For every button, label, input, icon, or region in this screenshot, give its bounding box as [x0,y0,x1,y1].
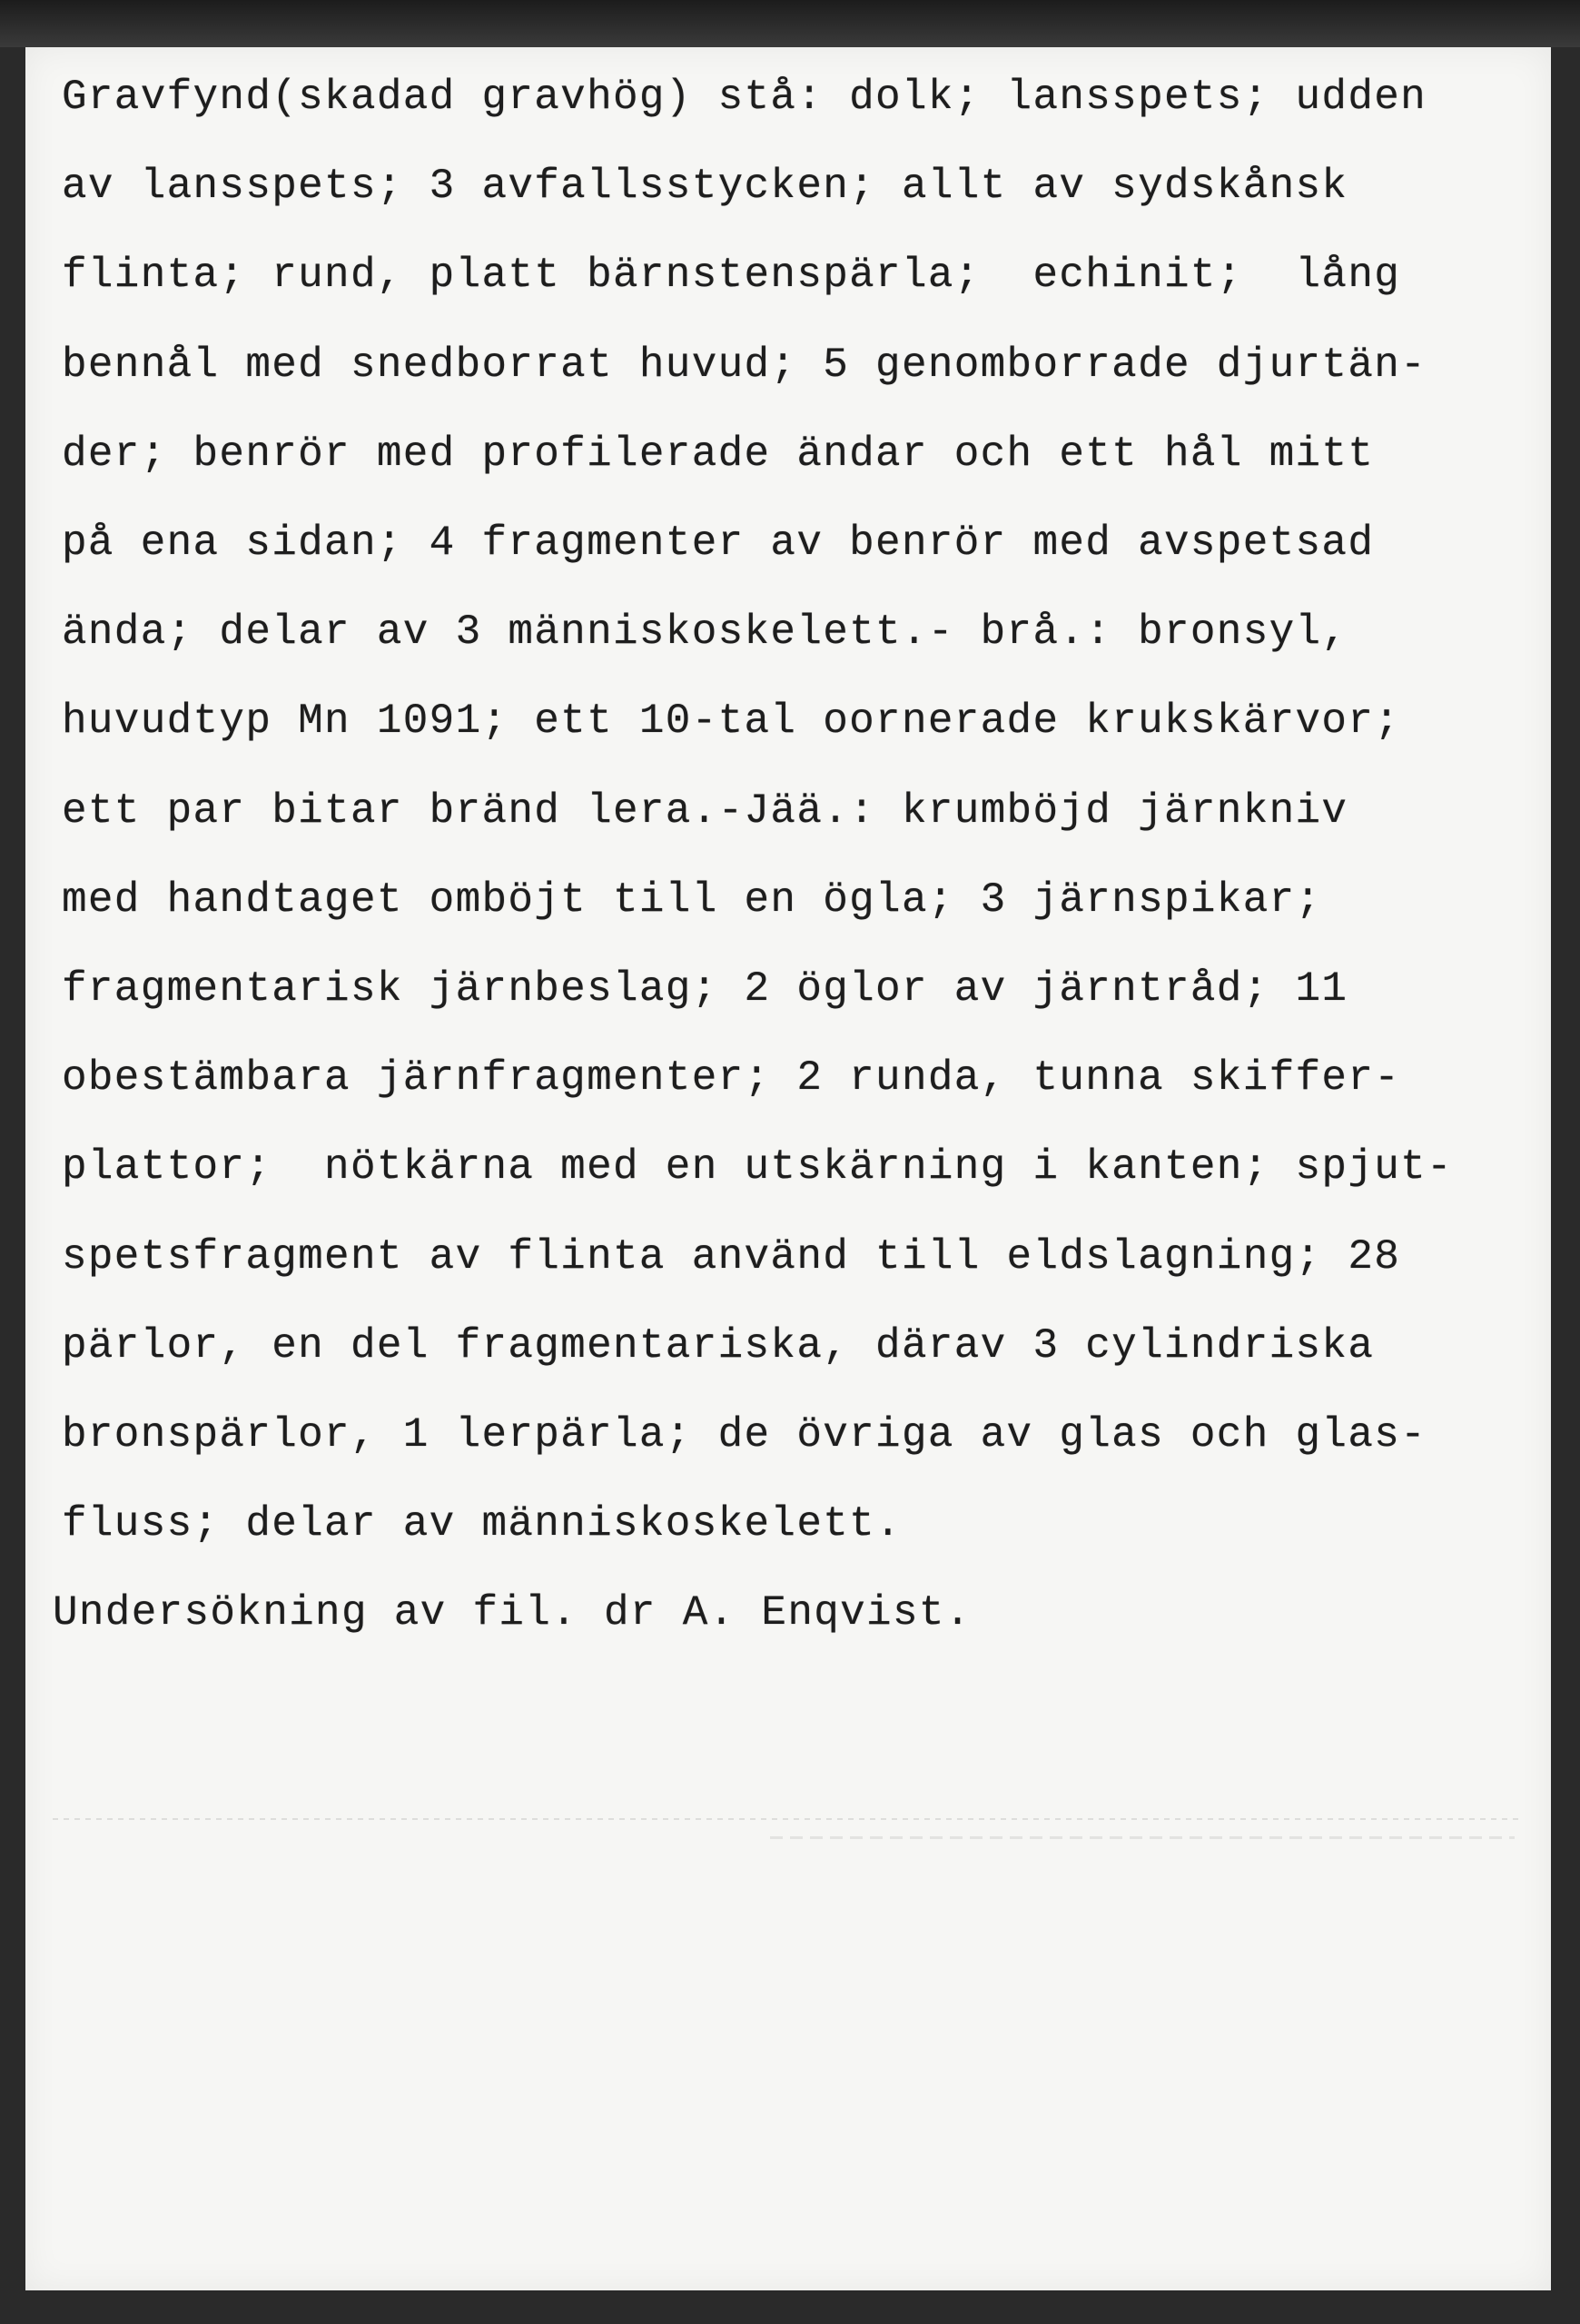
typed-text [53,53,1515,1658]
text-line: pärlor, en del fragmentariska, därav 3 cylindriska [62,1321,1375,1370]
text-line: av lansspets; 3 avfallsstycken; allt av sydskånsk [62,163,1348,211]
text-line: spetsfragment av flinta använd till eldslagning; 28 [62,1232,1401,1281]
text-line: med handtaget omböjt till en ögla; 3 järnspikar; [62,875,1322,924]
text-line: bennål med snedborrat huvud; 5 genomborrade djurtän- [62,341,1427,389]
text-line: ända; delar av 3 människoskelett.- brå.: bronsyl, [62,608,1348,657]
text-line: på ena sidan; 4 fragmenter av benrör med avspetsad [62,519,1375,568]
text-line: fluss; delar av människoskelett. [62,1500,902,1548]
text-line: Gravfynd(skadad gravhög) stå: dolk; lansspets; udden [62,74,1427,121]
text-line: plattor; nötkärna med en utskärning i kanten; spjut- [62,1143,1453,1192]
text-line: bronspärlor, 1 lerpärla; de övriga av glas och glas- [62,1411,1427,1459]
text-line: flinta; rund, platt bärnstenspärla; echinit; lång [62,252,1401,300]
faint-ruled-line [53,1818,1524,1820]
text-line: fragmentarisk järnbeslag; 2 öglor av järntråd; 11 [62,965,1348,1014]
scan-background [0,0,1580,47]
text-line: obestämbara järnfragmenter; 2 runda, tunna skiffer- [62,1054,1401,1103]
text-line: ett par bitar bränd lera.-Jää.: krumböjd järnkniv [62,786,1348,835]
faint-bleed-through [770,1836,1515,1839]
footer-line: Undersökning av fil. dr A. Enqvist. [53,1589,972,1637]
text-line: der; benrör med profilerade ändar och ett hål mitt [62,430,1375,478]
text-line: huvudtyp Mn 1091; ett 10-tal oornerade krukskärvor; [62,697,1401,746]
